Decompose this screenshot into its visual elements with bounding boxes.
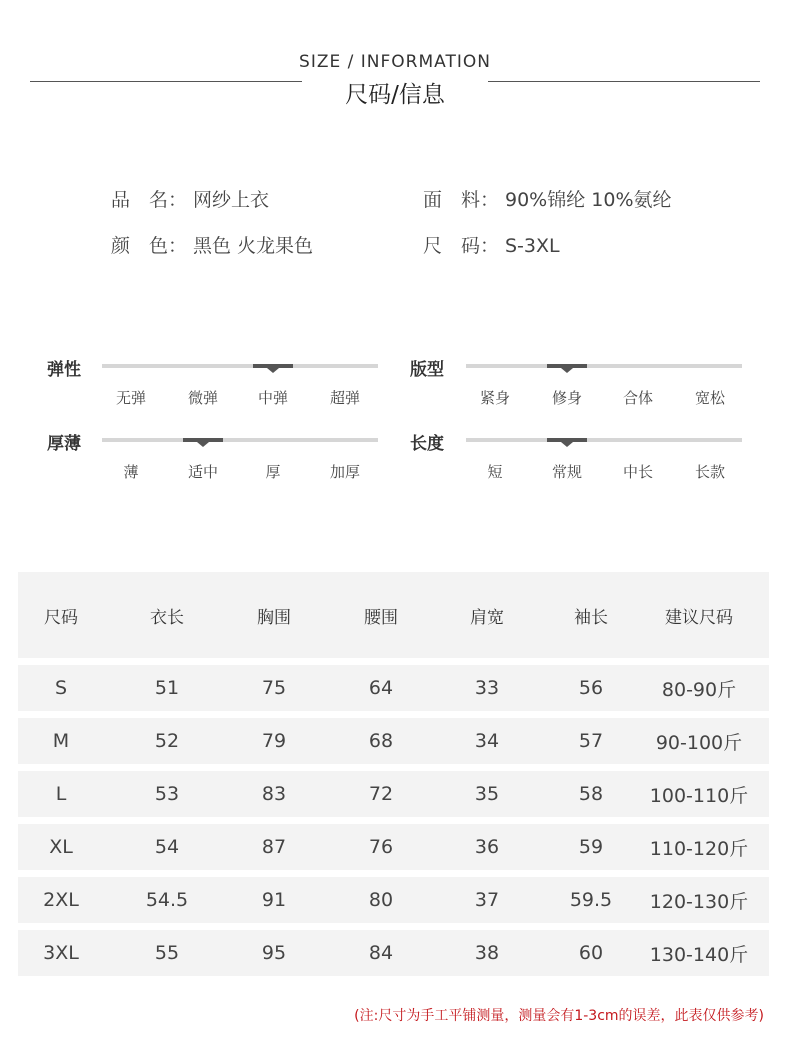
table-cell: L [55, 783, 67, 805]
table-cell: 76 [368, 836, 394, 858]
info-fabric [423, 185, 672, 212]
info-name-label: 品 名： [111, 189, 188, 211]
table-cell: 37 [474, 889, 500, 911]
table-cell: 2XL [43, 889, 79, 911]
scale-option: 紧身 [479, 389, 510, 407]
scale-marker [547, 364, 587, 368]
table-cell: 72 [368, 783, 394, 805]
scale-option: 短 [487, 463, 503, 481]
table-cell: 100-110斤 [649, 784, 749, 807]
table-cell: 130-140斤 [649, 943, 749, 966]
scale-track [102, 364, 378, 368]
header-title-en: SIZE / INFORMATION [299, 52, 491, 72]
table-cell: 64 [368, 677, 394, 699]
table-cell: 95 [261, 942, 287, 964]
scale-marker [547, 438, 587, 442]
measurement-note: (注:尺寸为手工平铺测量，测量会有1-3cm的误差，此表仅供参考) [354, 1008, 764, 1024]
table-cell: 34 [474, 730, 500, 752]
scale-option: 中长 [622, 463, 653, 481]
table-cell: 38 [474, 942, 500, 964]
table-header-cell: 肩宽 [470, 607, 504, 628]
table-header-cell: 袖长 [574, 607, 608, 628]
table-cell: 55 [154, 942, 180, 964]
info-fabric-label: 面 料： [423, 189, 500, 211]
table-cell: 87 [261, 836, 287, 858]
scale-option: 中弹 [257, 389, 288, 407]
table-cell: 51 [154, 677, 180, 699]
info-color-value: 黑色 火龙果色 [193, 235, 314, 257]
size-table-header [18, 572, 769, 658]
table-row [18, 718, 769, 764]
table-row [18, 877, 769, 923]
table-header-cell: 尺码 [44, 607, 78, 628]
info-size-value: S-3XL [505, 235, 560, 257]
table-cell: 79 [261, 730, 287, 752]
scale-option: 长款 [694, 463, 725, 481]
scale-track [102, 438, 378, 442]
table-row [18, 771, 769, 817]
info-name-value: 网纱上衣 [193, 189, 270, 211]
scale-title: 长度 [410, 434, 444, 454]
table-row [18, 665, 769, 711]
table-header-cell: 衣长 [150, 607, 184, 628]
table-cell: 80-90斤 [661, 678, 737, 701]
table-cell: 56 [578, 677, 604, 699]
scale-option: 常规 [551, 463, 582, 481]
info-size-label: 尺 码： [423, 235, 500, 257]
table-cell: 75 [261, 677, 287, 699]
scale-option: 适中 [187, 463, 218, 481]
table-cell: 57 [578, 730, 604, 752]
table-cell: 54.5 [145, 889, 189, 911]
table-cell: 53 [154, 783, 180, 805]
scale-option: 加厚 [329, 463, 360, 481]
table-header-cell: 建议尺码 [665, 607, 733, 628]
info-size [423, 231, 560, 258]
table-cell: 60 [578, 942, 604, 964]
table-cell: 59 [578, 836, 604, 858]
table-cell: M [52, 730, 70, 752]
scale-option: 宽松 [694, 389, 725, 407]
scale-marker [183, 438, 223, 442]
table-row [18, 930, 769, 976]
scale-title: 弹性 [47, 360, 81, 380]
table-cell: 120-130斤 [649, 890, 749, 913]
scale-option: 修身 [551, 389, 582, 407]
table-cell: 3XL [43, 942, 79, 964]
table-cell: 83 [261, 783, 287, 805]
scale-title: 版型 [410, 360, 444, 380]
scale-option: 无弹 [115, 389, 146, 407]
table-header-cell: 腰围 [364, 607, 398, 628]
table-cell: XL [49, 836, 73, 858]
table-cell: 33 [474, 677, 500, 699]
scale-track [466, 438, 742, 442]
table-cell: S [54, 677, 68, 699]
table-cell: 59.5 [569, 889, 613, 911]
info-color-label: 颜 色： [111, 235, 188, 257]
header-title-cn: 尺码/信息 [345, 82, 445, 108]
table-cell: 80 [368, 889, 394, 911]
info-name [111, 185, 269, 212]
scale-option: 薄 [123, 463, 139, 481]
table-cell: 35 [474, 783, 500, 805]
scale-track [466, 364, 742, 368]
info-color [111, 231, 313, 258]
table-row [18, 824, 769, 870]
table-cell: 52 [154, 730, 180, 752]
table-cell: 54 [154, 836, 180, 858]
table-cell: 36 [474, 836, 500, 858]
scale-option: 超弹 [329, 389, 360, 407]
scale-title: 厚薄 [47, 434, 81, 454]
scale-option: 合体 [622, 389, 653, 407]
scale-marker [253, 364, 293, 368]
table-cell: 58 [578, 783, 604, 805]
table-cell: 90-100斤 [655, 731, 743, 754]
table-cell: 84 [368, 942, 394, 964]
table-cell: 91 [261, 889, 287, 911]
table-cell: 110-120斤 [649, 837, 749, 860]
scale-option: 微弹 [187, 389, 218, 407]
info-fabric-value: 90%锦纶 10%氨纶 [505, 189, 672, 211]
table-header-cell: 胸围 [257, 607, 291, 628]
scale-option: 厚 [265, 463, 281, 481]
table-cell: 68 [368, 730, 394, 752]
